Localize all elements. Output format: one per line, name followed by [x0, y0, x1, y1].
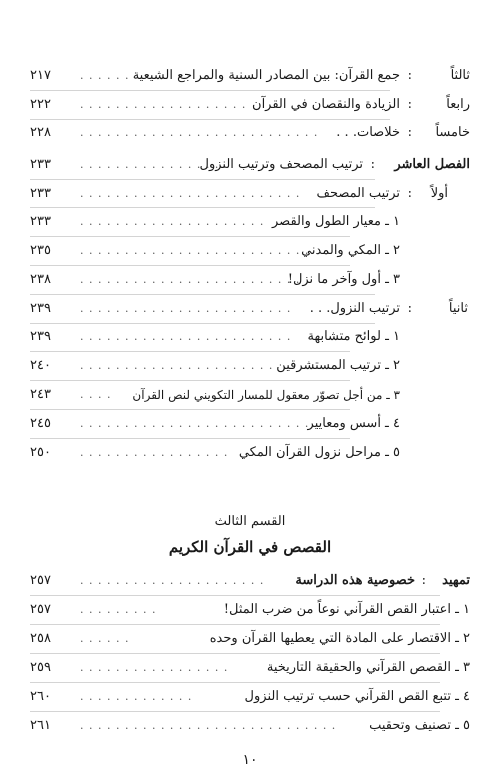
row-divider [30, 351, 350, 352]
toc-entry [30, 414, 470, 434]
page-number: ٢٤٠ [30, 358, 51, 373]
colon: : [407, 125, 412, 140]
toc-entry [30, 66, 470, 86]
entry-title: ١ ـ معيار الطول والقصر [272, 214, 400, 229]
leader-dots: . . . . [80, 388, 112, 401]
page-number: ٢٦٠ [30, 689, 51, 704]
toc-entry [30, 241, 470, 261]
entry-title: ٣ ـ القصص القرآني والحقيقة التاريخية [266, 660, 470, 675]
page-number: ٢٥٨ [30, 631, 51, 646]
page-number: ٢٢٢ [30, 97, 51, 112]
leader-dots: . . . . . . . . . . . . . . . . . . . . . [80, 215, 265, 228]
leader-dots: . . . . . . . . . . . . . . . . . . . [80, 98, 247, 111]
leader-dots: . . . . . . . . . . . . . . . . . . . . . . . . . . . . . [80, 719, 337, 732]
page-number: ٢١٧ [30, 68, 51, 83]
toc-entry [30, 385, 470, 405]
leader-dots: . . . . . . . . . . . . . . . . . [80, 446, 229, 459]
row-divider [30, 438, 350, 439]
leader-dots: . . . . . . . . . . . . . . . . . . . . . . . . . [80, 273, 301, 286]
colon: : [407, 301, 412, 316]
entry-title: جمع القرآن: بين المصادر السنية والمراجع الشيعية [132, 68, 400, 83]
entry-title: الزيادة والنقصان في القرآن [252, 97, 400, 112]
toc-entry [30, 299, 470, 319]
row-divider [30, 236, 350, 237]
toc-entry [30, 184, 470, 204]
toc-entry [30, 327, 470, 347]
page-number: ٢٦١ [30, 718, 51, 733]
leader-dots: . . . . . . . . . . . . . [80, 690, 193, 703]
leader-dots: . . . . . . . . . . . . . . . . . . . . . . . . . [80, 187, 301, 200]
leader-dots: . . . . . . . . . . . . . . . . . . . . . . . . . . [80, 417, 310, 430]
row-divider [30, 595, 440, 596]
section-name: القسم الثالث [214, 514, 286, 529]
toc-entry [30, 123, 470, 143]
page-number: ٢٤٥ [30, 416, 51, 431]
entry-title: خصوصية هذه الدراسة [295, 573, 415, 588]
toc-entry [30, 687, 470, 707]
toc-entry [30, 658, 470, 678]
entry-label: ثالثاً [450, 68, 470, 83]
entry-title: خلاصات. . . [336, 125, 400, 140]
entry-title: ٢ ـ الاقتصار على المادة التي يعطيها القرآن وحده [209, 631, 470, 646]
row-divider [30, 323, 375, 324]
colon: : [421, 573, 426, 588]
leader-dots: . . . . . . . . . . . . . . . . . [80, 661, 229, 674]
page-number: ٢٤٣ [30, 387, 51, 402]
row-divider [30, 653, 440, 654]
leader-dots: . . . . . . . . . [80, 603, 157, 616]
toc-entry [30, 356, 470, 376]
entry-label: رابعاً [446, 97, 470, 112]
page-number: ٢٣٣ [30, 186, 51, 201]
page-number: ٢٣٩ [30, 301, 51, 316]
page-number: ٢٣٣ [30, 214, 51, 229]
row-divider [30, 409, 350, 410]
colon: : [370, 157, 375, 172]
entry-title: ٢ ـ المكي والمدني [301, 243, 400, 258]
page-number: ٢٥٧ [30, 573, 51, 588]
row-divider [30, 119, 390, 120]
entry-title: ترتيب المصحف [316, 186, 400, 201]
section-title: القصص في القرآن الكريم [168, 538, 332, 556]
row-divider [30, 179, 375, 180]
page-number: ٢٣٣ [30, 157, 51, 172]
page-number: ٢٥٠ [30, 445, 51, 460]
toc-entry [30, 629, 470, 649]
row-divider [30, 711, 440, 712]
leader-dots: . . . . . . . . . . . . . . . . . . . . . . . . . . . [80, 126, 319, 139]
page-number: ٢٢٨ [30, 125, 51, 140]
toc-entry [30, 212, 470, 232]
page-number: ٢٥٩ [30, 660, 51, 675]
entry-title: ٢ ـ ترتيب المستشرقين [276, 358, 400, 373]
entry-title: ١ ـ لوائح متشابهة [307, 329, 400, 344]
toc-entry [30, 716, 470, 736]
leader-dots: . . . . . . . . . . . . . . . . . [80, 158, 229, 171]
entry-title: ١ ـ اعتبار القص القرآني نوعاً من ضرب المثل! [223, 602, 470, 617]
colon: : [407, 68, 412, 83]
toc-entry [30, 270, 470, 290]
row-divider [30, 624, 440, 625]
toc-entry [30, 95, 470, 115]
row-divider [30, 90, 390, 91]
row-divider [30, 265, 350, 266]
entry-label: الفصل العاشر [394, 157, 470, 172]
entry-label: خامساً [435, 125, 470, 140]
page-folio: ١٠ [242, 752, 258, 768]
leader-dots: . . . . . . . . . . . . . . . . . . . . . . . . . . [80, 244, 310, 257]
leader-dots: . . . . . . . . . . . . . . . . . . . . . [80, 574, 265, 587]
page-number: ٢٣٨ [30, 272, 51, 287]
toc-entry [30, 155, 470, 175]
entry-title: ٤ ـ تتبع القص القرآني حسب ترتيب النزول [244, 689, 470, 704]
entry-title: ٥ ـ تصنيف وتحقيب [369, 718, 470, 733]
entry-title: ٣ ـ أول وآخر ما نزل! [287, 272, 400, 287]
leader-dots: . . . . . . . . . . . . . . . . . . . . . . . . [80, 330, 292, 343]
entry-title: ترتيب المصحف وترتيب النزول [199, 157, 363, 172]
leader-dots: . . . . . . . . . . . . . . . . . . . . . . . . [80, 302, 292, 315]
page-number: ٢٣٩ [30, 329, 51, 344]
entry-title: ٣ ـ من أجل تصوّر معقول للمسار التكويني لنص القرآن [132, 388, 400, 402]
page-number: ٢٣٥ [30, 243, 51, 258]
colon: : [407, 97, 412, 112]
entry-title: ٥ ـ مراحل نزول القرآن المكي [238, 445, 400, 460]
row-divider [30, 207, 375, 208]
page-number: ٢٥٧ [30, 602, 51, 617]
toc-entry [30, 600, 470, 620]
entry-label: ثانياً [448, 301, 468, 316]
row-divider [30, 294, 375, 295]
entry-title: ٤ ـ أسس ومعايير [307, 416, 400, 431]
entry-label: أولاً [430, 186, 448, 201]
entry-label: تمهيد [442, 573, 470, 588]
colon: : [407, 186, 412, 201]
toc-entry [30, 571, 470, 591]
row-divider [30, 682, 440, 683]
leader-dots: . . . . . . [80, 632, 130, 645]
row-divider [30, 380, 350, 381]
entry-title: ترتيب النزول. . . [309, 301, 400, 316]
toc-entry [30, 443, 470, 463]
leader-dots: . . . . . . . [80, 69, 139, 82]
leader-dots: . . . . . . . . . . . . . . . . . . . . . . [80, 359, 274, 372]
